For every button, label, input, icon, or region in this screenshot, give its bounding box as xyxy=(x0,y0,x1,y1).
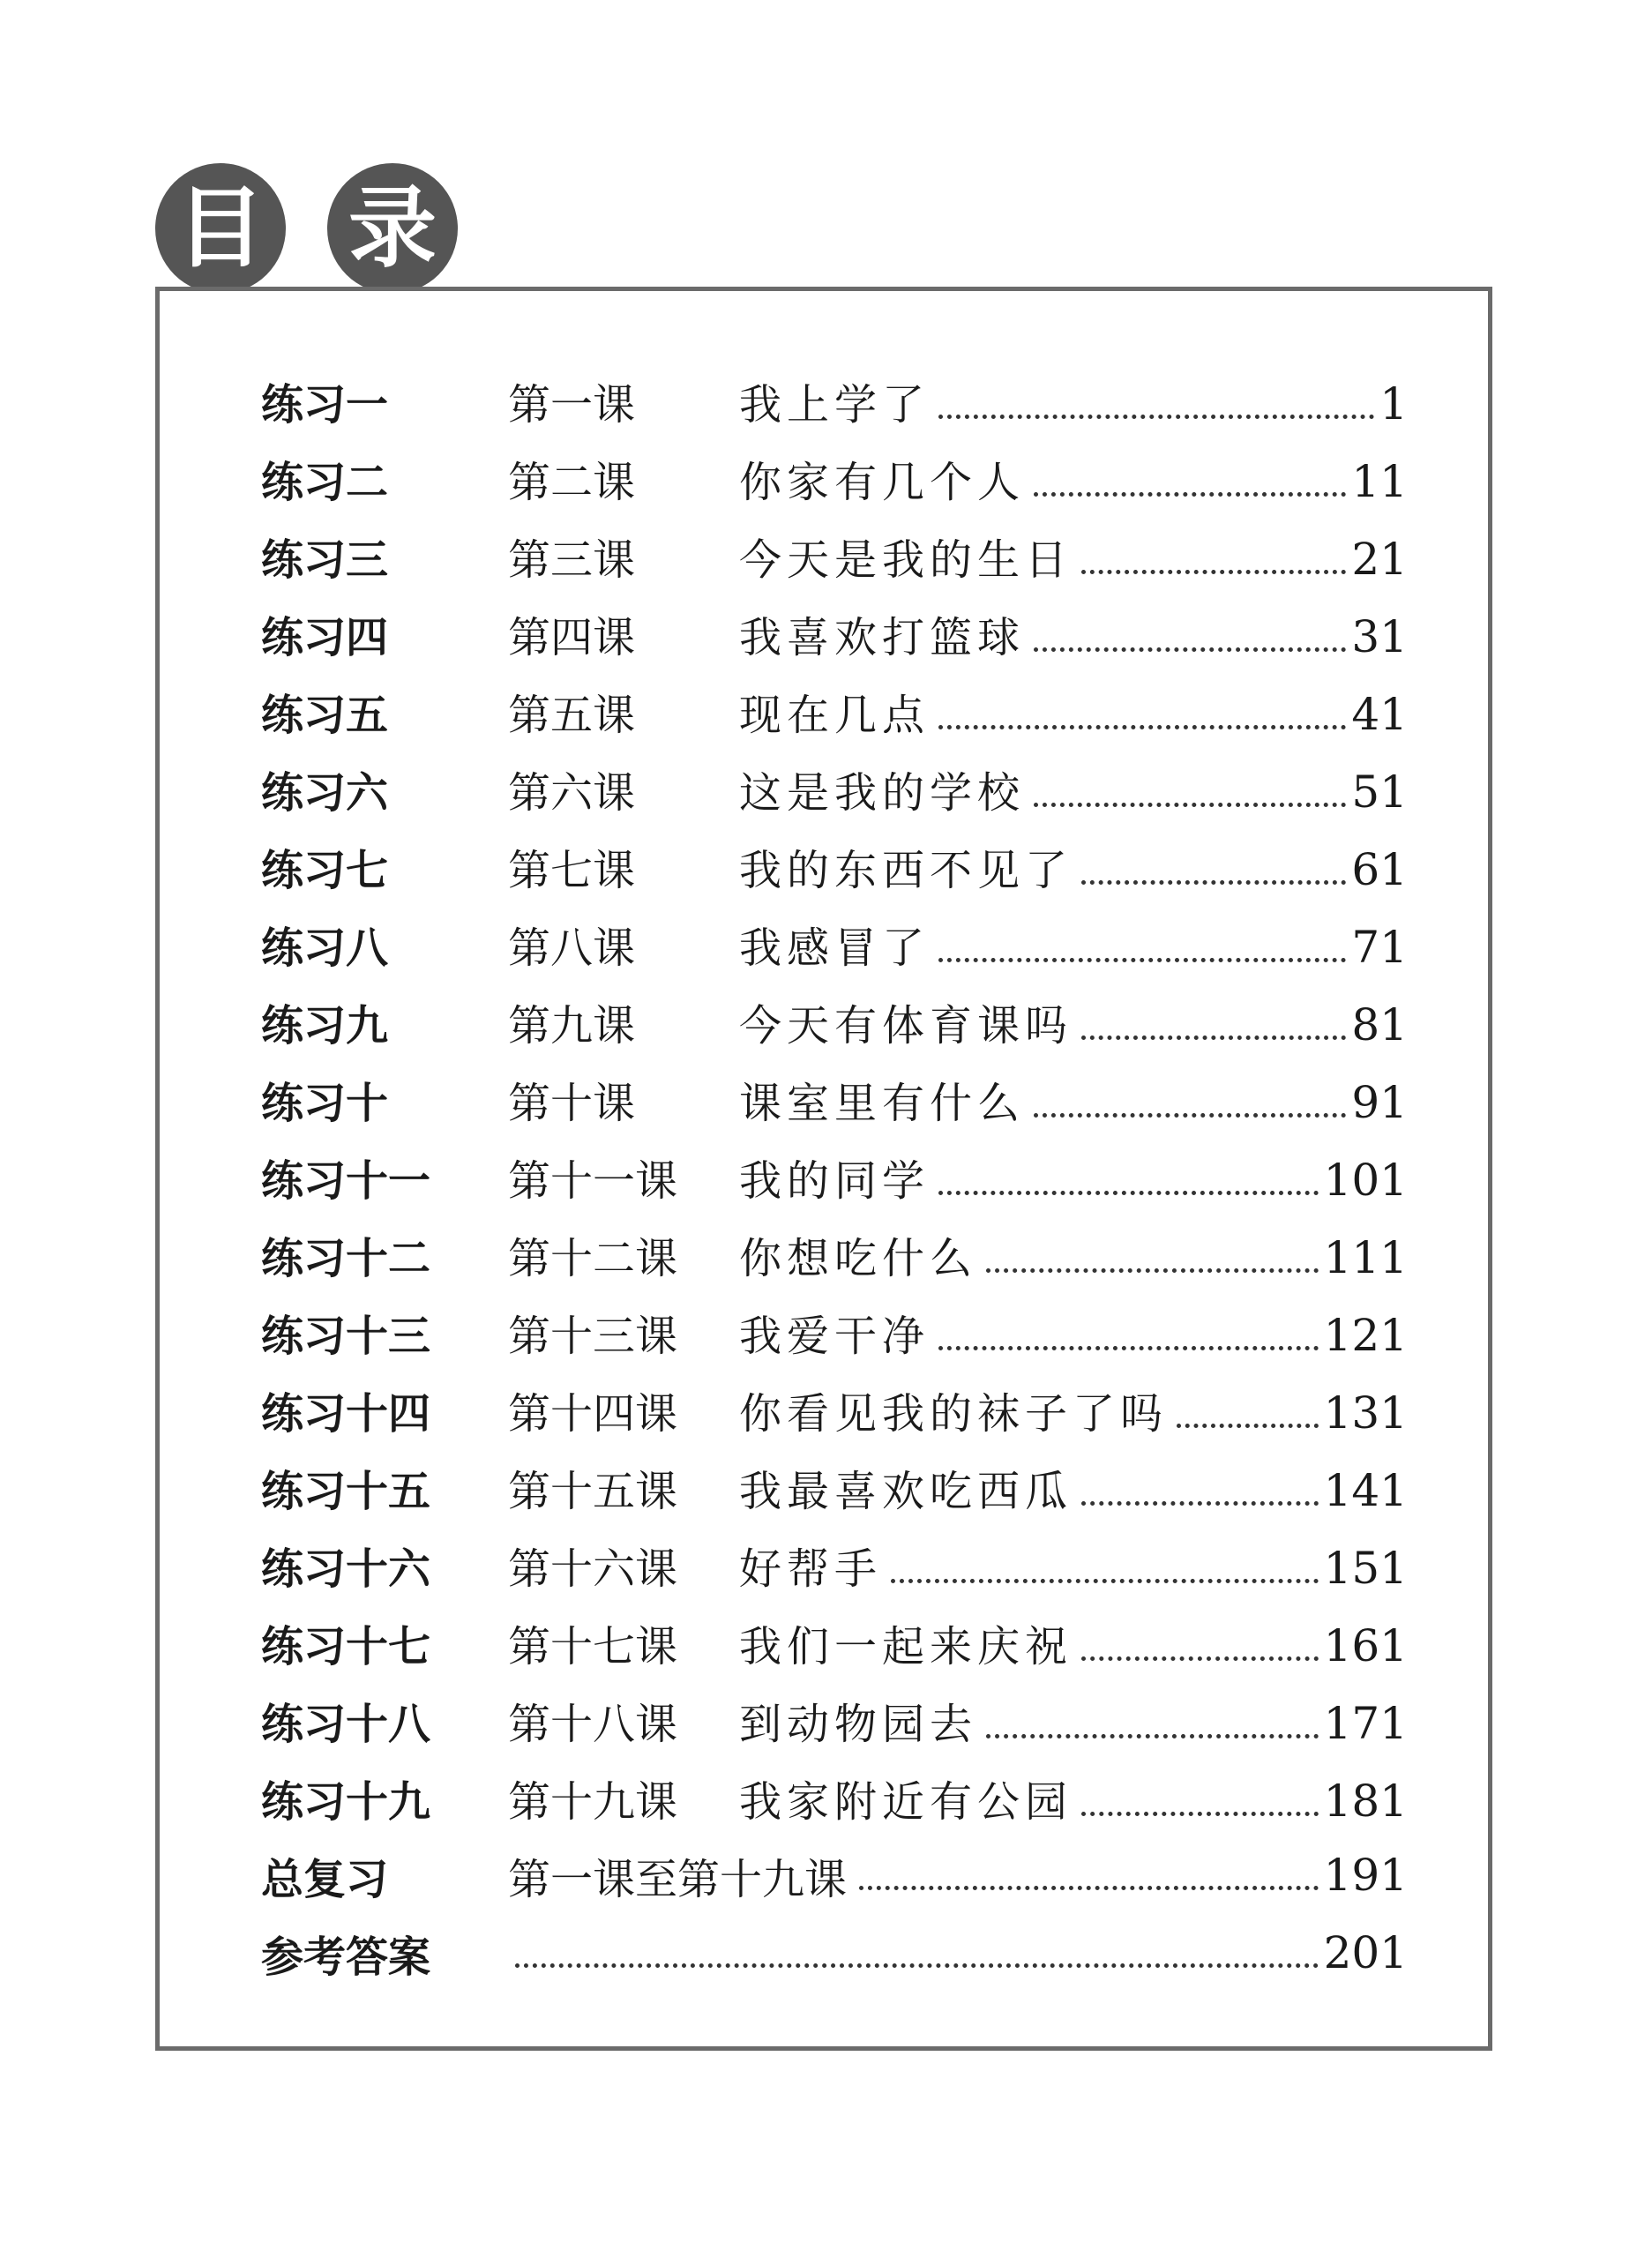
toc-title: 现在几点 xyxy=(739,690,931,740)
toc-page-number: 151 xyxy=(1323,1542,1408,1594)
toc-page-number: 101 xyxy=(1323,1154,1408,1206)
toc-page-number: 121 xyxy=(1323,1309,1408,1361)
toc-page-number: 1 xyxy=(1379,378,1408,430)
toc-page-number: 141 xyxy=(1323,1464,1408,1516)
toc-lesson: 第十四课 xyxy=(508,1388,678,1439)
heading-badge-lu: 录 xyxy=(327,163,458,294)
toc-title: 你家有几个人 xyxy=(739,457,1026,507)
toc-title-wrap xyxy=(739,836,1408,897)
toc-lesson: 第九课 xyxy=(508,1000,636,1050)
toc-row-1[interactable] xyxy=(261,362,1408,439)
toc-page-number: 181 xyxy=(1323,1775,1408,1827)
toc-title: 我的东西不见了 xyxy=(739,845,1073,895)
toc-lesson: 第十课 xyxy=(508,1078,636,1128)
dot-leader xyxy=(1034,1113,1346,1118)
toc-exercise: 总复习 xyxy=(261,1854,389,1904)
dot-leader xyxy=(1081,1036,1346,1040)
toc-title-wrap xyxy=(739,1302,1408,1363)
toc-exercise: 练习九 xyxy=(261,1000,389,1050)
toc-row-19[interactable] xyxy=(261,1759,1408,1836)
toc-title: 我爱干净 xyxy=(739,1311,931,1361)
toc-exercise: 练习四 xyxy=(261,612,389,662)
toc-page-number: 191 xyxy=(1323,1850,1408,1901)
toc-title-wrap xyxy=(859,1850,1408,1901)
dot-leader xyxy=(1081,1501,1319,1506)
dot-leader xyxy=(891,1579,1319,1583)
toc-title: 到动物园去 xyxy=(739,1699,978,1749)
dot-leader xyxy=(938,1191,1319,1195)
toc-exercise: 练习七 xyxy=(261,845,389,895)
toc-row-20[interactable] xyxy=(261,1836,1408,1914)
toc-row-11[interactable] xyxy=(261,1138,1408,1215)
toc-row-18[interactable] xyxy=(261,1681,1408,1759)
dot-leader xyxy=(1034,647,1346,652)
toc-page-number: 51 xyxy=(1351,766,1408,818)
toc-exercise: 练习十 xyxy=(261,1078,389,1128)
dot-leader xyxy=(1081,1656,1319,1661)
toc-title: 你想吃什么 xyxy=(739,1233,978,1283)
toc-lesson: 第二课 xyxy=(508,457,636,507)
dot-leader xyxy=(986,1734,1319,1738)
toc-exercise: 练习五 xyxy=(261,690,389,740)
toc-title-wrap xyxy=(739,1690,1408,1751)
toc-title-wrap xyxy=(739,914,1408,975)
dot-leader xyxy=(1081,880,1346,885)
toc-lesson: 第六课 xyxy=(508,767,636,818)
toc-row-3[interactable] xyxy=(261,517,1408,594)
toc-title-wrap xyxy=(739,759,1408,819)
toc-title-wrap xyxy=(739,370,1408,431)
toc-title: 我感冒了 xyxy=(739,923,931,973)
toc-title: 我喜欢打篮球 xyxy=(739,612,1026,662)
toc-row-7[interactable] xyxy=(261,827,1408,905)
toc-page-number: 71 xyxy=(1351,921,1408,973)
toc-heading xyxy=(155,163,473,291)
toc-title-wrap xyxy=(508,1927,1408,1978)
toc-exercise: 练习十八 xyxy=(261,1699,431,1749)
toc-row-2[interactable] xyxy=(261,439,1408,517)
toc-title-wrap xyxy=(739,1535,1408,1596)
dot-leader xyxy=(938,958,1346,962)
dot-leader xyxy=(938,1346,1319,1350)
toc-lesson: 第一课至第十九课 xyxy=(508,1854,848,1904)
toc-exercise: 参考答案 xyxy=(261,1932,431,1982)
toc-lesson: 第十九课 xyxy=(508,1776,678,1827)
toc-title: 你看见我的袜子了吗 xyxy=(739,1388,1169,1439)
toc-row-21[interactable] xyxy=(261,1914,1408,1992)
toc-page-number: 41 xyxy=(1351,688,1408,740)
toc-exercise: 练习十九 xyxy=(261,1776,431,1827)
toc-title-wrap xyxy=(739,526,1408,587)
toc-exercise: 练习十七 xyxy=(261,1621,431,1671)
toc-row-8[interactable] xyxy=(261,905,1408,983)
toc-title: 我最喜欢吃西瓜 xyxy=(739,1466,1073,1516)
toc-lesson: 第十八课 xyxy=(508,1699,678,1749)
toc-page-number: 201 xyxy=(1323,1927,1408,1978)
toc-title-wrap xyxy=(739,1224,1408,1285)
toc-lesson: 第四课 xyxy=(508,612,636,662)
toc-row-13[interactable] xyxy=(261,1293,1408,1371)
dot-leader xyxy=(938,725,1346,729)
toc-exercise: 练习二 xyxy=(261,457,389,507)
toc-title-wrap xyxy=(739,1612,1408,1673)
toc-exercise: 练习十二 xyxy=(261,1233,431,1283)
toc-lesson: 第八课 xyxy=(508,923,636,973)
toc-page-number: 21 xyxy=(1351,533,1408,585)
toc-lesson: 第十三课 xyxy=(508,1311,678,1361)
toc-row-9[interactable] xyxy=(261,983,1408,1060)
toc-title-wrap xyxy=(739,448,1408,509)
toc-title: 我的同学 xyxy=(739,1155,931,1206)
toc-title-wrap xyxy=(739,681,1408,742)
toc-row-17[interactable] xyxy=(261,1604,1408,1681)
toc-page-number: 111 xyxy=(1323,1231,1408,1283)
toc-lesson: 第三课 xyxy=(508,535,636,585)
toc-page-number: 171 xyxy=(1323,1697,1408,1749)
toc-row-10[interactable] xyxy=(261,1060,1408,1138)
dot-leader xyxy=(1081,570,1346,574)
toc-page-number: 11 xyxy=(1351,455,1408,507)
toc-exercise: 练习六 xyxy=(261,767,389,818)
toc-exercise: 练习十一 xyxy=(261,1155,431,1206)
toc-page-number: 91 xyxy=(1351,1076,1408,1128)
toc-lesson: 第十二课 xyxy=(508,1233,678,1283)
toc-row-6[interactable] xyxy=(261,750,1408,827)
toc-exercise: 练习十三 xyxy=(261,1311,431,1361)
toc-exercise: 练习十四 xyxy=(261,1388,431,1439)
toc-exercise: 练习三 xyxy=(261,535,389,585)
toc-page-number: 131 xyxy=(1323,1387,1408,1439)
dot-leader xyxy=(938,415,1374,419)
toc-lesson: 第十七课 xyxy=(508,1621,678,1671)
toc-exercise: 练习八 xyxy=(261,923,389,973)
toc-page-number: 81 xyxy=(1351,998,1408,1050)
toc-page-number: 161 xyxy=(1323,1619,1408,1671)
toc-title-wrap xyxy=(739,1379,1408,1440)
toc-row-15[interactable] xyxy=(261,1448,1408,1526)
toc-lesson: 第十一课 xyxy=(508,1155,678,1206)
dot-leader xyxy=(515,1963,1319,1968)
heading-badge-mu: 目 xyxy=(155,163,286,294)
toc-exercise: 练习十六 xyxy=(261,1544,431,1594)
toc-title: 我家附近有公园 xyxy=(739,1776,1073,1827)
dot-leader xyxy=(1177,1424,1319,1428)
toc-title: 我上学了 xyxy=(739,379,931,430)
toc-page-number: 61 xyxy=(1351,843,1408,895)
toc-exercise: 练习十五 xyxy=(261,1466,431,1516)
toc-row-16[interactable] xyxy=(261,1526,1408,1604)
toc-title: 课室里有什么 xyxy=(739,1078,1026,1128)
toc-title-wrap xyxy=(739,1147,1408,1208)
dot-leader xyxy=(1081,1812,1319,1816)
toc-title-wrap xyxy=(739,991,1408,1052)
toc-title: 好帮手 xyxy=(739,1544,883,1594)
toc-page-number: 31 xyxy=(1351,610,1408,662)
toc-title: 今天有体育课吗 xyxy=(739,1000,1073,1050)
toc-title: 我们一起来庆祝 xyxy=(739,1621,1073,1671)
toc-exercise: 练习一 xyxy=(261,379,389,430)
toc-lesson: 第七课 xyxy=(508,845,636,895)
toc-lesson: 第十五课 xyxy=(508,1466,678,1516)
toc-title-wrap xyxy=(739,1069,1408,1130)
dot-leader xyxy=(859,1886,1319,1890)
toc-title-wrap xyxy=(739,1768,1408,1828)
toc-list xyxy=(261,362,1408,1992)
dot-leader xyxy=(986,1268,1319,1273)
toc-title-wrap xyxy=(739,603,1408,664)
toc-row-14[interactable] xyxy=(261,1371,1408,1448)
toc-title: 今天是我的生日 xyxy=(739,535,1073,585)
toc-title-wrap xyxy=(739,1457,1408,1518)
dot-leader xyxy=(1034,803,1346,807)
toc-title: 这是我的学校 xyxy=(739,767,1026,818)
toc-row-12[interactable] xyxy=(261,1215,1408,1293)
toc-row-4[interactable] xyxy=(261,594,1408,672)
toc-lesson: 第十六课 xyxy=(508,1544,678,1594)
toc-lesson: 第一课 xyxy=(508,379,636,430)
toc-row-5[interactable] xyxy=(261,672,1408,750)
toc-frame xyxy=(155,287,1492,2051)
dot-leader xyxy=(1034,492,1346,497)
toc-lesson: 第五课 xyxy=(508,690,636,740)
